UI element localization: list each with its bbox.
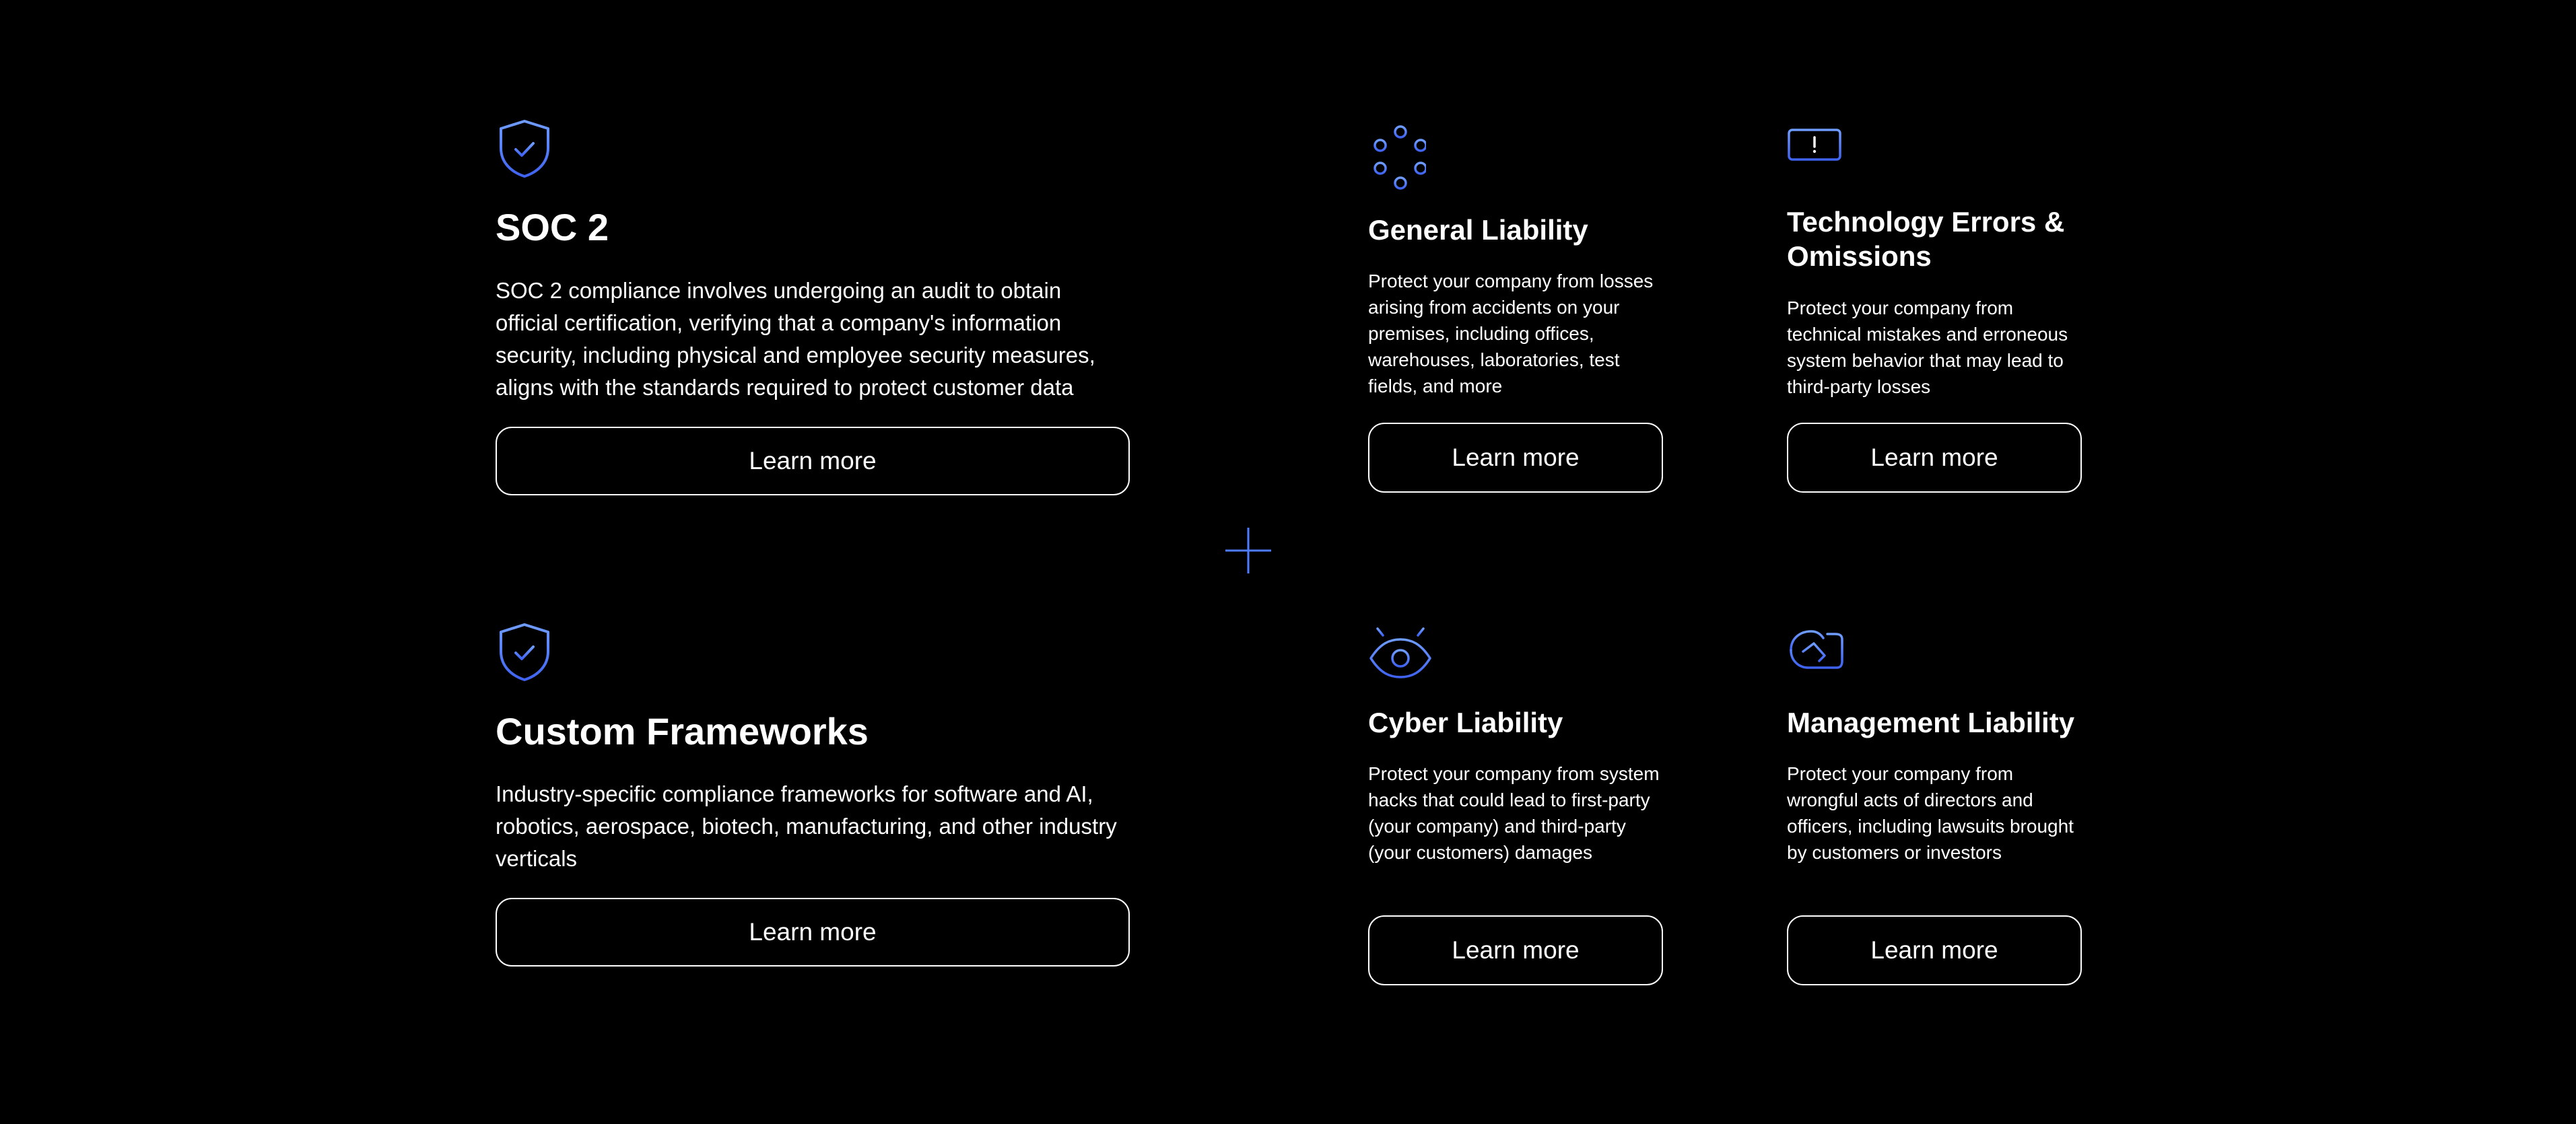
briefcase-icon [1787, 629, 1845, 670]
management-liability-description: Protect your company from wrongful acts of directors and officers, including lawsuits brought by customers or investors [1787, 763, 2074, 863]
cyber-liability-learn-more-button[interactable]: Learn more [1368, 915, 1663, 985]
cyber-liability-title: Cyber Liability [1368, 707, 1563, 738]
general-liability-description: Protect your company from losses arising from accidents on your premises, including offices, warehouses, laboratories, test fields, and more [1368, 271, 1654, 396]
shield-check-icon [496, 622, 553, 682]
management-liability-learn-more-button[interactable]: Learn more [1787, 915, 2082, 985]
soc2-description: SOC 2 compliance involves undergoing an audit to obtain official certification, verifying that a company's information security, including physical and employee security measures, aligns with the standards required to protect customer data [496, 278, 1095, 400]
eye-icon [1368, 621, 1433, 681]
soc2-title: SOC 2 [496, 206, 609, 248]
management-liability-title: Management Liability [1787, 707, 2075, 738]
soc2-learn-more-button[interactable]: Learn more [496, 427, 1130, 495]
cyber-liability-description: Protect your company from system hacks that could lead to first-party (your company) and third-party (your customers) damages [1368, 763, 1660, 863]
plus-icon [1225, 528, 1271, 573]
tech-errors-learn-more-button[interactable]: Learn more [1787, 423, 2082, 493]
management-liability-card [1787, 0, 2082, 989]
custom-frameworks-title: Custom Frameworks [496, 710, 869, 752]
custom-frameworks-card [496, 0, 1130, 983]
custom-frameworks-learn-more-button[interactable]: Learn more [496, 898, 1130, 967]
general-liability-title: General Liability [1368, 214, 1588, 246]
custom-frameworks-description: Industry-specific compliance frameworks for software and AI, robotics, aerospace, biotech, manufacturing, and other industry verticals [496, 781, 1117, 871]
tech-errors-description: Protect your company from technical mistakes and erroneous system behavior that may lead to third-party losses [1787, 297, 2068, 397]
tech-errors-title: Technology Errors & Omissions [1787, 206, 2065, 272]
cyber-liability-card [1368, 0, 1663, 989]
general-liability-learn-more-button[interactable]: Learn more [1368, 423, 1663, 493]
